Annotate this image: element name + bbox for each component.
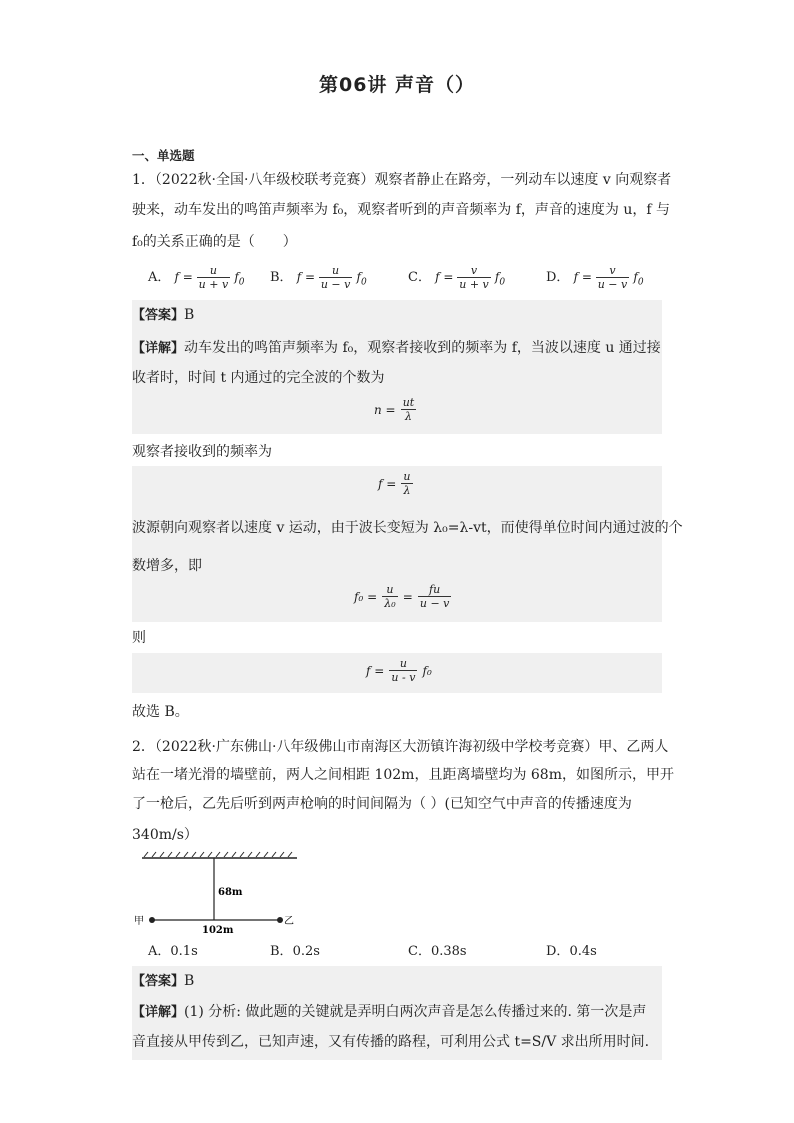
q2-stem-line3: 了一枪后，乙先后听到两声枪响的时间间隔为（ ）(已知空气中声音的传播速度为 [132, 796, 632, 812]
option-label: A． [148, 270, 171, 285]
person-jia-dot [149, 917, 155, 923]
q1-option-c: C． f = $\frac{v}{u + v}$ $f_0$ [408, 264, 506, 291]
q1-detail-line2: 收者时，时间 t 内通过的完全波的个数为 [132, 370, 385, 386]
q2-option-d: D．0.4s [546, 944, 597, 959]
q1-detail-line1: 【详解】动车发出的鸣笛声频率为 f₀，观察者接收到的频率为 f，当波以速度 u 通过接 [132, 340, 661, 356]
q1-stem-line2: 驶来，动车发出的鸣笛声频率为 f₀，观察者听到的声音频率为 f，声音的速度为 u，f 与 [132, 202, 670, 218]
option-label: C． [408, 270, 431, 285]
option-fraction: $\frac{v}{u + v}$ [459, 264, 489, 291]
q1-option-d: D． f = $\frac{v}{u - v}$ $f_0$ [546, 264, 644, 291]
wall-hatching [144, 852, 292, 857]
q2-answer-block [132, 966, 662, 996]
person-yi-dot [277, 917, 283, 923]
section-heading: 一、单选题 [132, 148, 195, 163]
q2-stem-line4: 340m/s） [132, 827, 198, 843]
width-label: 102m [202, 925, 234, 936]
q1-text-freq: 观察者接收到的频率为 [132, 444, 272, 460]
q1-option-b: B． f = $\frac{u}{u - v}$ $f_0$ [270, 264, 367, 291]
person-jia-label: 甲 [134, 916, 144, 927]
q1-answer: 【答案】B [132, 307, 195, 323]
q2-answer: 【答案】B [132, 973, 195, 989]
height-label: 68m [218, 887, 243, 898]
q2-option-c: C．0.38s [408, 944, 467, 959]
q1-stem-line3: f₀的关系正确的是（ ） [132, 234, 297, 250]
q2-stem-line2: 站在一堵光滑的墙壁前，两人之间相距 102m，且距离墙壁均为 68m，如图所示，甲开 [132, 767, 674, 783]
q1-text-increase: 数增多，即 [132, 558, 202, 574]
q1-stem-line1: 1．（2022秋·全国·八年级校联考竞赛）观察者静止在路旁，一列动车以速度 v 向观察者 [132, 172, 672, 188]
q2-detail-line1: 【详解】(1) 分析: 做此题的关键就是弄明白两次声音是怎么传播过来的. 第一次是声 [132, 1004, 647, 1020]
q1-text-source: 波源朝向观察者以速度 v 运动，由于波长变短为 λ₀=λ-vt，而使得单位时间内通过波的个 [132, 520, 683, 536]
option-label: B． [270, 270, 293, 285]
q2-detail-line2: 音直接从甲传到乙，已知声速，又有传播的路程，可利用公式 t=S/V 求出所用时间. [132, 1034, 650, 1050]
page-title: 第06讲 声音（） [318, 74, 476, 96]
q1-text-then: 则 [132, 630, 146, 646]
q2-option-a: A．0.1s [148, 944, 198, 959]
option-label: D． [546, 270, 570, 285]
q1-equation-n: n = $\frac{ut}{\lambda}$ [374, 396, 415, 423]
q2-wall-diagram [132, 850, 307, 936]
person-yi-label: 乙 [284, 916, 294, 927]
q1-conclusion: 故选 B。 [132, 704, 189, 720]
q1-equation-f0: f₀ = $\frac{u}{\text{λ₀}}$ = $\frac{fu}{u - v}$ [354, 583, 450, 610]
q1-equation-final: f = $\frac{u}{u - v}$ f₀ [366, 657, 432, 684]
option-fraction: $\frac{v}{u - v}$ [597, 264, 628, 291]
q1-option-a: A． f = $\frac{u}{u + v}$ $f_0$ [148, 264, 245, 291]
q1-equation-f: f = $\frac{u}{\lambda}$ [378, 470, 411, 497]
option-fraction: $\frac{u}{u - v}$ [320, 264, 351, 291]
q1-answer-block [132, 300, 662, 330]
option-fraction: $\frac{u}{u + v}$ [198, 264, 229, 291]
q2-option-b: B．0.2s [270, 944, 320, 959]
q2-stem-line1: 2．（2022秋·广东佛山·八年级佛山市南海区大沥镇许海初级中学校考竞赛）甲、乙两人 [132, 739, 669, 755]
